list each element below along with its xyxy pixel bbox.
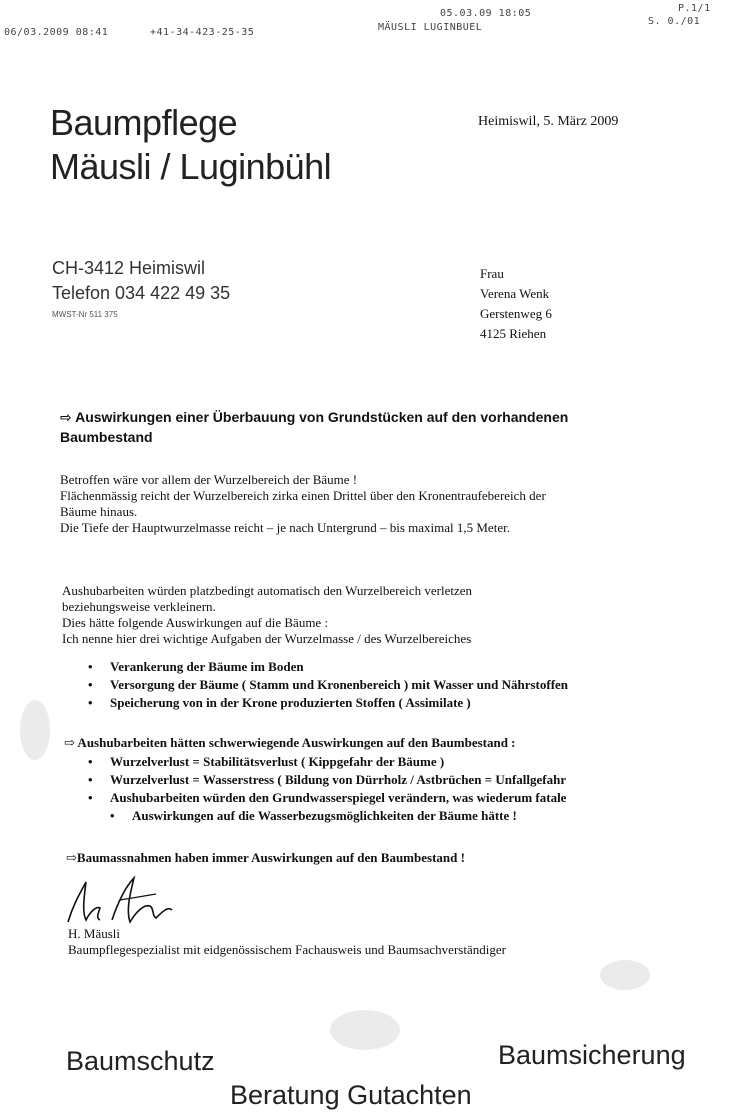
footer-center: Beratung Gutachten — [230, 1080, 472, 1110]
list-item: • Wurzelverlust = Wasserstress ( Bildung von Dürrholz / Astbrüchen = Unfallgefahr — [88, 771, 566, 789]
recipient-street: Gerstenweg 6 — [480, 306, 552, 321]
fax-date-left: 06/03.2009 08:41 — [4, 27, 109, 38]
recipient-salutation: Frau — [480, 266, 504, 281]
paragraph1-line: Flächenmässig reicht der Wurzelbereich zirka einen Drittel über den Kronentraufebereich der — [60, 488, 546, 503]
letter-date: Heimiswil, 5. März 2009 — [478, 114, 619, 129]
paragraph1-line: Betroffen wäre vor allem der Wurzelbereich der Bäume ! — [60, 472, 358, 487]
scan-speckle — [600, 960, 650, 990]
recipient-address — [480, 264, 552, 344]
conclusion: ⇨Baumassnahmen haben immer Auswirkungen auf den Baumbestand ! — [66, 850, 465, 865]
scan-speckle — [20, 700, 50, 760]
subject-line1: Auswirkungen einer Überbauung von Grundstücken auf den vorhandenen — [75, 409, 569, 425]
list-item-continuation — [88, 807, 566, 825]
recipient-city: 4125 Riehen — [480, 326, 547, 341]
signature-name: H. Mäusli — [68, 926, 120, 941]
recipient-name: Verena Wenk — [480, 286, 550, 301]
signature-title: Baumpflegespezialist mit eidgenössischem Fachausweis und Baumsachverständiger — [68, 942, 506, 957]
arrow-icon: ⇨ — [60, 409, 72, 425]
company-phone: Telefon 034 422 49 35 — [52, 283, 231, 303]
fax-page: P.1/1 — [678, 3, 711, 14]
footer-left: Baumschutz — [66, 1046, 215, 1076]
root-tasks-list — [88, 658, 568, 712]
fax-number-left: +41-34-423-25-35 — [150, 27, 255, 38]
paragraph-excavation — [62, 583, 472, 647]
paragraph1-line: Die Tiefe der Hauptwurzelmasse reicht – je nach Untergrund – bis maximal 1,5 Meter. — [60, 520, 510, 535]
paragraph1-line: Bäume hinaus. — [60, 504, 138, 519]
list-item: • Aushubarbeiten würden den Grundwasserspiegel verändern, was wiederum fatale — [88, 789, 566, 807]
paragraph2-line: Ich nenne hier drei wichtige Aufgaben der Wurzelmasse / des Wurzelbereiches — [62, 631, 472, 646]
subject — [60, 407, 568, 447]
list-item: • Verankerung der Bäume im Boden — [88, 658, 568, 676]
scan-speckle — [330, 1010, 400, 1050]
list-item: • Versorgung der Bäume ( Stamm und Kronenbereich ) mit Wasser und Nährstoffen — [88, 676, 568, 694]
paragraph2-line: Dies hätte folgende Auswirkungen auf die Bäume : — [62, 615, 329, 630]
paragraph2-line: beziehungsweise verkleinern. — [62, 599, 216, 614]
signature-image — [60, 872, 190, 930]
fax-sender: MÄUSLI LUGINBUEL — [378, 22, 483, 33]
subject-line2: Baumbestand — [60, 429, 153, 445]
consequences-list — [88, 753, 566, 825]
paragraph-root-area — [60, 472, 546, 536]
company-name-line1: Baumpflege — [50, 102, 238, 143]
company-name-line2: Mäusli / Luginbühl — [50, 146, 332, 187]
list-item: • Speicherung von in der Krone produzierten Stoffen ( Assimilate ) — [88, 694, 568, 712]
fax-datetime: 05.03.09 18:05 — [440, 8, 532, 19]
footer-right: Baumsicherung — [498, 1040, 686, 1070]
consequences-heading: ⇨ Aushubarbeiten hätten schwerwiegende Auswirkungen auf den Baumbestand : — [64, 735, 516, 750]
list-item: • Wurzelverlust = Stabilitätsverlust ( Kippgefahr der Bäume ) — [88, 753, 566, 771]
paragraph2-line: Aushubarbeiten würden platzbedingt automatisch den Wurzelbereich verletzen — [62, 583, 473, 598]
company-vat: MWST-Nr 511 375 — [52, 310, 118, 319]
fax-page-2: S. 0./01 — [648, 16, 701, 27]
company-city: CH-3412 Heimiswil — [52, 258, 206, 278]
list-item-continuation-text: Auswirkungen auf die Wasserbezugsmöglichkeiten der Bäume hätte ! — [132, 808, 517, 823]
